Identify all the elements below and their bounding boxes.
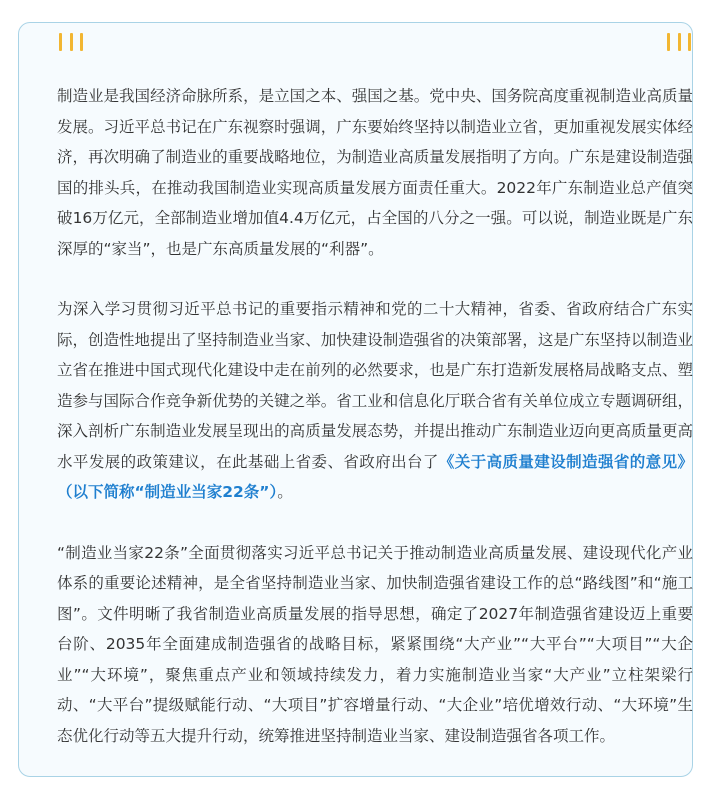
article-card [18, 22, 693, 777]
paragraph-2 [57, 294, 693, 508]
paragraph-2-text: 为深入学习贯彻习近平总书记的重要指示精神和党的二十大精神，省委、省政府结合广东实际，创造性地提出了坚持制造业当家、加快建设制造强省的决策部署，这是广东坚持以制造业立省在推进中国式现代化建设中走在前列的必然要求，也是广东打造新发展格局战略支点、塑造参与国际合作竞争新优势的关键之举。省工业和信息化厅联合省有关单位成立专题调研组，深入剖析广东制造业发展呈现出的高质量发展态势，并提出推动广东制造业迈向更高质量更高水平发展的政策建议，在此基础上省委、省政府出台了 [57, 300, 693, 471]
decorative-bars-left-icon [59, 33, 83, 51]
paragraph-3: “制造业当家22条”全面贯彻落实习近平总书记关于推动制造业高质量发展、建设现代化产业体系的重要论述精神，是全省坚持制造业当家、加快制造强省建设工作的总“路线图”和“施工图”。文件明晰了我省制造业高质量发展的指导思想，确定了2027年制造强省建设迈上重要台阶、2035年全面建成制造强省的战略目标，紧紧围绕“大产业”“大平台”“大项目”“大企业”“大环境”，聚焦重点产业和领域持续发力，着力实施制造业当家“大产业”立柱架梁行动、“大平台”提级赋能行动、“大项目”扩容增量行动、“大企业”培优增效行动、“大环境”生态优化行动等五大提升行动，统筹推进坚持制造业当家、建设制造强省各项工作。 [57, 543, 693, 745]
decorative-bars-right-icon [667, 33, 691, 51]
paragraph-2-end: 。 [277, 483, 293, 501]
paragraph-1: 制造业是我国经济命脉所系，是立国之本、强国之基。党中央、国务院高度重视制造业高质量发展。习近平总书记在广东视察时强调，广东要始终坚持以制造业立省，更加重视发展实体经济，再次明确了制造业的重要战略地位，为制造业高质量发展指明了方向。广东是建设制造强国的排头兵，在推动我国制造业实现高质量发展方面责任重大。2022年广东制造业总产值突破16万亿元，全部制造业增加值4.4万亿元，占全国的八分之一强。可以说，制造业既是广东深厚的“家当”，也是广东高质量发展的“利器”。 [57, 87, 693, 258]
article-body [57, 81, 693, 751]
document-title-highlight: 《关于高质量建设制造强省的意见》（以下简称“制造业当家22条”） [57, 452, 693, 501]
